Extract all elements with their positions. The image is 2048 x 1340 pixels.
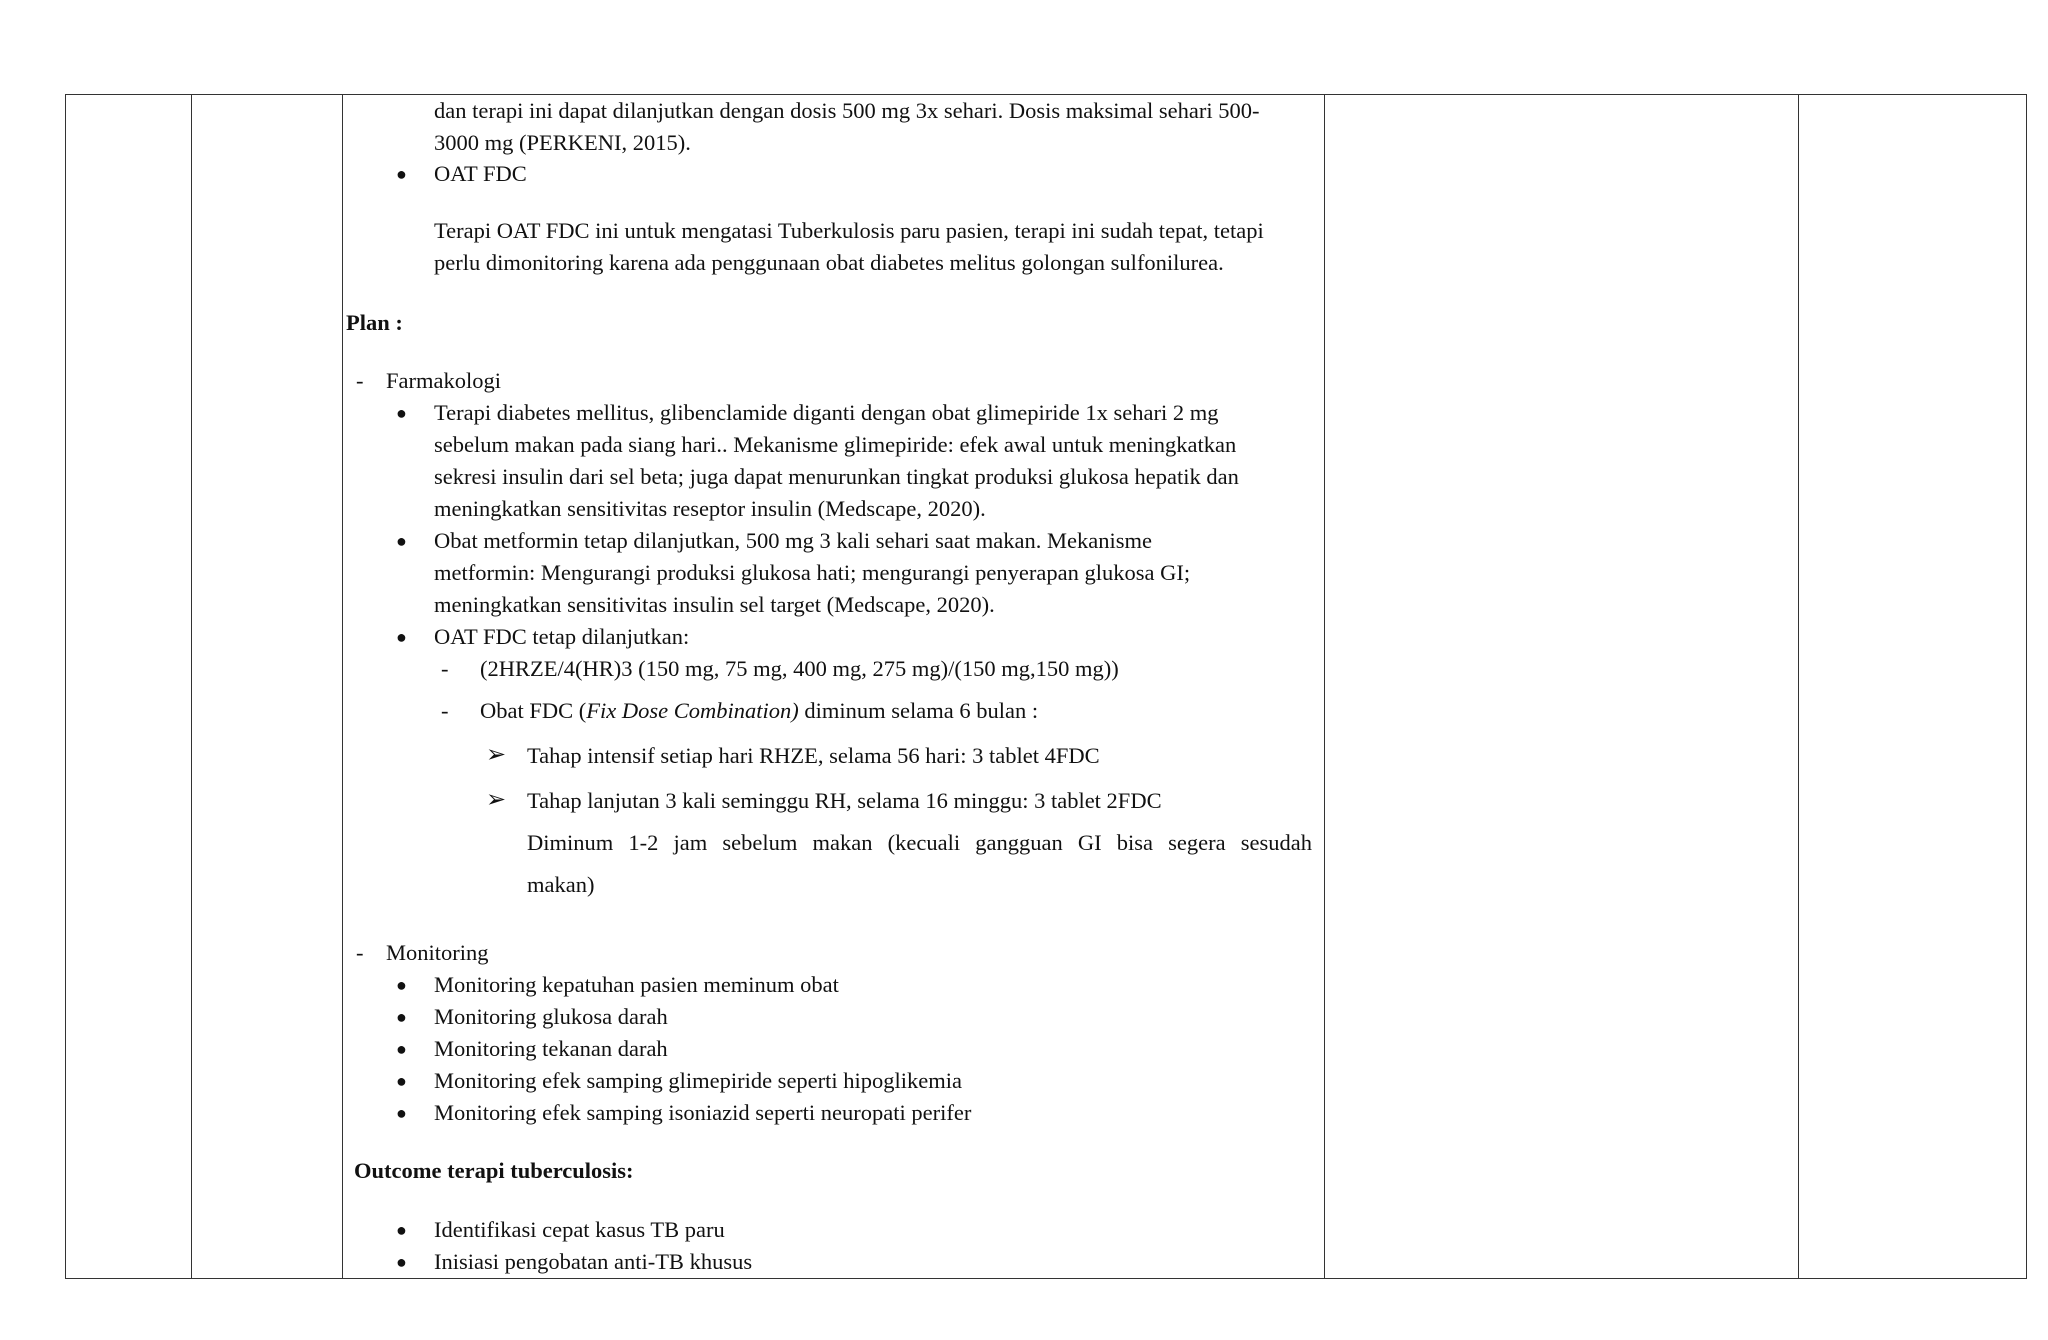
intensive-phase-line: Tahap intensif setiap hari RHZE, selama 56 hari: 3 tablet 4FDC: [527, 743, 1100, 768]
bullet-icon: ●: [396, 627, 407, 647]
table-row: [66, 95, 2027, 1279]
bullet-icon: ●: [396, 1007, 407, 1027]
monitoring-item: Monitoring kepatuhan pasien meminum obat: [434, 972, 839, 997]
metformin-line-2: metformin: Mengurangi produksi glukosa hati; mengurangi penyerapan glukosa GI;: [434, 560, 1191, 585]
continuation-phase-line: Tahap lanjutan 3 kali seminggu RH, selama 16 minggu: 3 tablet 2FDC: [527, 788, 1162, 813]
table-cell-empty-1: [66, 95, 192, 1279]
outcome-item: Inisiasi pengobatan anti-TB khusus: [434, 1249, 753, 1274]
fdc-duration-line: Obat FDC (Fix Dose Combination) diminum selama 6 bulan :: [480, 698, 1039, 723]
table-cell-empty-2: [192, 95, 343, 1279]
oat-fdc-para-line-2: perlu dimonitoring karena ada penggunaan obat diabetes melitus golongan sulfonilurea.: [434, 250, 1224, 275]
bullet-icon: ●: [396, 531, 407, 551]
monitoring-item: Monitoring efek samping isoniazid seperti neuropati perifer: [434, 1100, 972, 1125]
monitoring-item: Monitoring tekanan darah: [434, 1036, 668, 1061]
glimepiride-line-3: sekresi insulin dari sel beta; juga dapat menurunkan tingkat produksi glukosa hepatik dan: [434, 464, 1239, 489]
monitoring-label: Monitoring: [386, 940, 489, 965]
outcome-heading: Outcome terapi tuberculosis:: [354, 1158, 634, 1183]
arrow-icon: ➢: [486, 787, 507, 813]
bullet-icon: ●: [396, 1252, 407, 1272]
dash-icon: -: [441, 698, 449, 723]
oat-fdc-label: OAT FDC: [434, 161, 527, 186]
metformin-line-1: Obat metformin tetap dilanjutkan, 500 mg 3 kali sehari saat makan. Mekanisme: [434, 528, 1152, 553]
continuation-line-1: dan terapi ini dapat dilanjutkan dengan dosis 500 mg 3x sehari. Dosis maksimal sehari 500-: [434, 98, 1260, 123]
dash-icon: -: [356, 368, 364, 393]
table-cell-empty-4: [1325, 95, 1799, 1279]
bullet-icon: ●: [396, 403, 407, 423]
dosing-note-line-1: Diminum 1-2 jam sebelum makan (kecuali gangguan GI bisa segera sesudah: [527, 830, 1312, 855]
glimepiride-line-4: meningkatkan sensitivitas reseptor insulin (Medscape, 2020).: [434, 496, 986, 521]
bullet-icon: ●: [396, 975, 407, 995]
bullet-icon: ●: [396, 1220, 407, 1240]
dosing-note-line-2: makan): [527, 872, 595, 897]
farmakologi-label: Farmakologi: [386, 368, 501, 393]
arrow-icon: ➢: [486, 742, 507, 768]
glimepiride-line-2: sebelum makan pada siang hari.. Mekanisme glimepiride: efek awal untuk meningkatkan: [434, 432, 1237, 457]
bullet-icon: ●: [396, 164, 407, 184]
outcome-item: Identifikasi cepat kasus TB paru: [434, 1217, 725, 1242]
soap-table: [65, 94, 2027, 1279]
glimepiride-line-1: Terapi diabetes mellitus, glibenclamide diganti dengan obat glimepiride 1x sehari 2 mg: [434, 400, 1219, 425]
plan-heading: Plan :: [346, 310, 403, 335]
table-cell-empty-5: [1799, 95, 2027, 1279]
monitoring-item: Monitoring efek samping glimepiride seperti hipoglikemia: [434, 1068, 963, 1093]
regimen-line: (2HRZE/4(HR)3 (150 mg, 75 mg, 400 mg, 275 mg)/(150 mg,150 mg)): [480, 656, 1119, 681]
metformin-line-3: meningkatkan sensitivitas insulin sel target (Medscape, 2020).: [434, 592, 995, 617]
oat-fdc-continued: OAT FDC tetap dilanjutkan:: [434, 624, 690, 649]
dash-icon: -: [356, 940, 364, 965]
continuation-line-2: 3000 mg (PERKENI, 2015).: [434, 130, 691, 155]
bullet-icon: ●: [396, 1071, 407, 1091]
oat-fdc-para-line-1: Terapi OAT FDC ini untuk mengatasi Tuberkulosis paru pasien, terapi ini sudah tepat, tetapi: [434, 218, 1264, 243]
dash-icon: -: [441, 656, 449, 681]
bullet-icon: ●: [396, 1103, 407, 1123]
table-cell-content: [343, 95, 1325, 1279]
bullet-icon: ●: [396, 1039, 407, 1059]
monitoring-item: Monitoring glukosa darah: [434, 1004, 668, 1029]
